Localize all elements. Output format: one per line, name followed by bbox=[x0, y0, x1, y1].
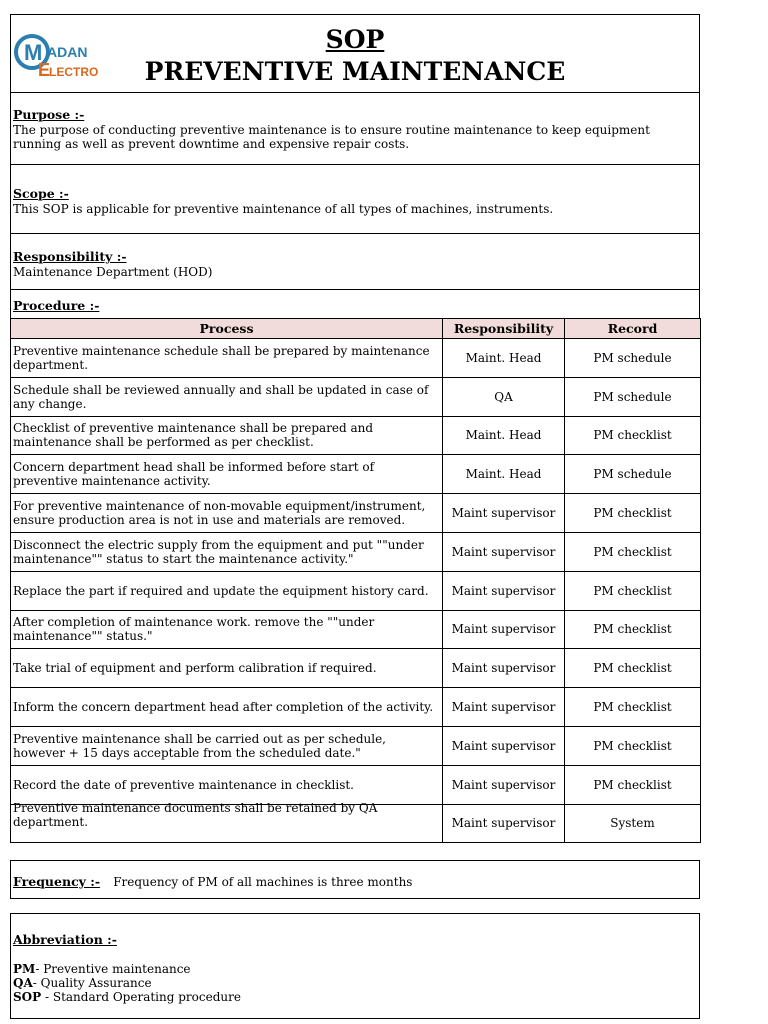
responsibility-label: Responsibility :- bbox=[13, 249, 127, 264]
table-row bbox=[11, 455, 701, 494]
record-cell: PM checklist bbox=[565, 571, 701, 610]
responsibility-cell: Maint supervisor bbox=[443, 765, 565, 804]
scope-label: Scope :- bbox=[13, 186, 69, 201]
responsibility-cell: QA bbox=[443, 377, 565, 416]
responsibility-cell: Maint supervisor bbox=[443, 610, 565, 649]
table-row bbox=[11, 726, 701, 765]
record-cell: PM checklist bbox=[565, 649, 701, 688]
process-cell: Preventive maintenance schedule shall be prepared by maintenance department. bbox=[11, 339, 443, 378]
abbreviation-item bbox=[13, 990, 697, 1004]
responsibility-cell: Maint supervisor bbox=[443, 804, 565, 843]
document-header bbox=[10, 14, 700, 93]
logo-text-bottom: LECTRO bbox=[49, 65, 99, 79]
abbreviation-sep: - bbox=[32, 976, 41, 990]
procedure-section bbox=[10, 290, 700, 319]
process-cell: For preventive maintenance of non-movable equipment/instrument, ensure production area is not in use and materials are removed. bbox=[11, 494, 443, 533]
column-header-responsibility: Responsibility bbox=[443, 319, 565, 339]
abbreviation-section bbox=[10, 913, 700, 1019]
responsibility-cell: Maint supervisor bbox=[443, 726, 565, 765]
record-cell: PM checklist bbox=[565, 532, 701, 571]
table-row bbox=[11, 532, 701, 571]
abbreviation-value: Quality Assurance bbox=[40, 976, 152, 990]
process-cell: Disconnect the electric supply from the equipment and put ""under maintenance"" status to start the maintenance activity." bbox=[11, 532, 443, 571]
process-cell: Preventive maintenance shall be carried out as per schedule, however + 15 days acceptable from the scheduled date." bbox=[11, 726, 443, 765]
record-cell: PM schedule bbox=[565, 377, 701, 416]
process-cell-text: Preventive maintenance documents shall be retained by QA department. bbox=[13, 800, 378, 829]
responsibility-cell: Maint supervisor bbox=[443, 571, 565, 610]
procedure-label: Procedure :- bbox=[13, 298, 100, 313]
responsibility-cell: Maint. Head bbox=[443, 416, 565, 455]
frequency-text: Frequency of PM of all machines is three months bbox=[113, 875, 413, 889]
process-cell: Inform the concern department head after completion of the activity. bbox=[11, 688, 443, 727]
scope-section bbox=[10, 165, 700, 234]
table-row bbox=[11, 649, 701, 688]
table-header-row bbox=[11, 319, 701, 339]
process-cell: Concern department head shall be informed before start of preventive maintenance activity. bbox=[11, 455, 443, 494]
process-cell: Checklist of preventive maintenance shall be prepared and maintenance shall be performed as per checklist. bbox=[11, 416, 443, 455]
process-cell: Record the date of preventive maintenance in checklist. bbox=[11, 765, 443, 804]
table-row bbox=[11, 339, 701, 378]
column-header-process: Process bbox=[11, 319, 443, 339]
abbreviation-value: Preventive maintenance bbox=[43, 962, 191, 976]
responsibility-cell: Maint. Head bbox=[443, 339, 565, 378]
record-cell: System bbox=[565, 804, 701, 843]
abbreviation-key: QA bbox=[13, 976, 33, 990]
table-row bbox=[11, 377, 701, 416]
record-cell: PM schedule bbox=[565, 455, 701, 494]
record-cell: PM checklist bbox=[565, 765, 701, 804]
document-title-sop: SOP bbox=[325, 25, 385, 54]
responsibility-cell: Maint supervisor bbox=[443, 494, 565, 533]
responsibility-section bbox=[10, 234, 700, 290]
process-cell: Take trial of equipment and perform calibration if required. bbox=[11, 649, 443, 688]
table-row bbox=[11, 416, 701, 455]
record-cell: PM checklist bbox=[565, 726, 701, 765]
abbreviation-sep: - bbox=[41, 990, 53, 1004]
responsibility-cell: Maint supervisor bbox=[443, 532, 565, 571]
abbreviation-key: SOP bbox=[13, 990, 42, 1004]
abbreviation-key: PM bbox=[13, 962, 36, 976]
record-cell: PM schedule bbox=[565, 339, 701, 378]
procedure-table bbox=[10, 318, 701, 843]
record-cell: PM checklist bbox=[565, 494, 701, 533]
purpose-label: Purpose :- bbox=[13, 107, 85, 122]
responsibility-cell: Maint supervisor bbox=[443, 688, 565, 727]
scope-text: This SOP is applicable for preventive maintenance of all types of machines, instruments. bbox=[13, 202, 554, 216]
record-cell: PM checklist bbox=[565, 688, 701, 727]
abbreviation-value: Standard Operating procedure bbox=[52, 990, 241, 1004]
record-cell: PM checklist bbox=[565, 416, 701, 455]
process-cell: Schedule shall be reviewed annually and shall be updated in case of any change. bbox=[11, 377, 443, 416]
abbreviation-label: Abbreviation :- bbox=[13, 932, 117, 947]
abbreviation-item bbox=[13, 962, 697, 976]
purpose-section bbox=[10, 92, 700, 165]
logo-text-top: ADAN bbox=[47, 44, 88, 60]
purpose-text: The purpose of conducting preventive maintenance is to ensure routine maintenance to keep equipment running as well as prevent downtime and expensive repair costs. bbox=[13, 123, 650, 151]
frequency-label: Frequency :- bbox=[13, 874, 101, 889]
table-row bbox=[11, 765, 701, 804]
abbreviation-sep: - bbox=[35, 962, 44, 976]
process-cell: Replace the part if required and update the equipment history card. bbox=[11, 571, 443, 610]
table-row bbox=[11, 610, 701, 649]
table-row bbox=[11, 494, 701, 533]
table-row bbox=[11, 571, 701, 610]
table-row bbox=[11, 688, 701, 727]
column-header-record: Record bbox=[565, 319, 701, 339]
responsibility-cell: Maint. Head bbox=[443, 455, 565, 494]
table-row bbox=[11, 804, 701, 843]
frequency-section bbox=[10, 860, 700, 899]
svg-text:M: M bbox=[24, 40, 43, 65]
document-title: PREVENTIVE MAINTENANCE bbox=[144, 57, 566, 86]
abbreviation-item bbox=[13, 976, 697, 990]
svg-text:E: E bbox=[38, 60, 51, 80]
process-cell: After completion of maintenance work. remove the ""under maintenance"" status." bbox=[11, 610, 443, 649]
process-cell bbox=[11, 800, 443, 843]
responsibility-cell: Maint supervisor bbox=[443, 649, 565, 688]
responsibility-text: Maintenance Department (HOD) bbox=[13, 265, 213, 279]
record-cell: PM checklist bbox=[565, 610, 701, 649]
